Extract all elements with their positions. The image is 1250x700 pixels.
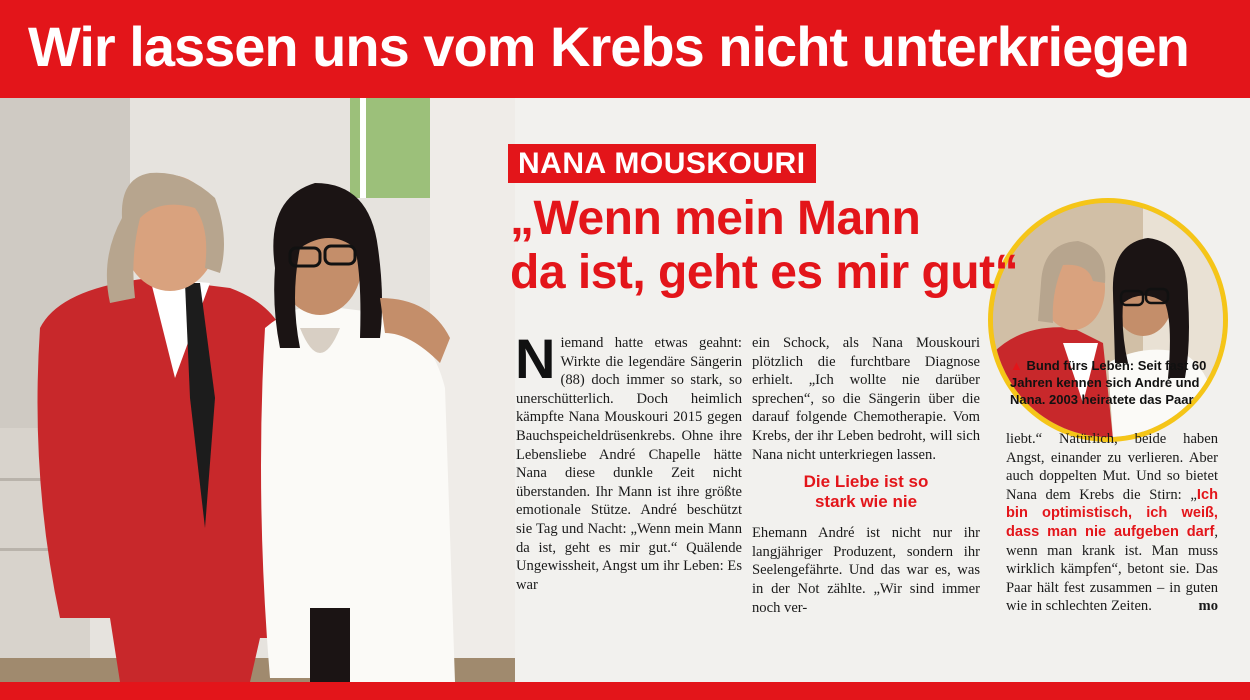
article-quote-title <box>510 192 1018 300</box>
article-column-2 <box>752 334 980 617</box>
kicker-label: NANA MOUSKOURI <box>508 144 816 183</box>
column-1-text: iemand hatte etwas geahnt: Wirkte die legendäre Sängerin (88) doch immer so stark, so unerschütterlich. Doch heimlich kämpfte Nana Mouskouri 2015 gegen Bauchspeicheldrüsenkrebs. Ohne ihre Lebensliebe André Chapelle hätte Nana diese dunkle Zeit nicht überstanden. Ihr Mann ist ihre größte emotionale Stütze. André beschützt sie Tag und Nacht: „Wenn mein Mann da ist, geht es mir gut.“ Quälende Ungewissheit, Angst um ihr Leben: Es war <box>516 335 742 593</box>
main-photo <box>0 98 515 682</box>
column-3-text-b: , wenn man krank ist. Man muss wirklich kämpfen“, betont sie. Das Paar hält fest zusammen – in guten wie in schlechten Zeiten. <box>1006 523 1218 615</box>
quote-line-1: „Wenn mein Mann <box>510 192 921 245</box>
caption-text: Bund fürs Leben: Seit fast 60 Jahren kennen sich André und Nana. 2003 heiratete das Paar <box>1010 358 1207 407</box>
bottom-bar <box>0 682 1250 700</box>
article-column-3 <box>1006 430 1218 616</box>
subheading-line-2: stark wie nie <box>814 492 918 512</box>
drop-cap: N <box>515 327 556 390</box>
subheading <box>752 472 980 512</box>
highlighted-quote: Ich bin optimistisch, ich weiß, dass man nie aufgeben darf <box>1006 486 1218 540</box>
photo-caption <box>1010 357 1230 408</box>
article-page <box>0 98 1250 682</box>
column-2-text: ein Schock, als Nana Mouskouri plötzlich die furchtbare Diagnose erhielt. „Ich wollte nie darüber sprechen“, so die Sängerin über die darauf folgende Chemotherapie. Vom Krebs, der ihr Leben bedroht, will sich Nana nicht unterkriegen lassen. <box>752 335 980 463</box>
couple-photo-illustration <box>0 98 515 682</box>
author-signature: mo <box>1198 598 1218 615</box>
caption-triangle-icon: ▲ <box>1010 358 1023 373</box>
subheading-line-1: Die Liebe ist so <box>803 472 929 492</box>
page-headline: Wir lassen uns vom Krebs nicht unterkriegen <box>28 15 1189 78</box>
headline-bar <box>0 0 1250 98</box>
article-column-1 <box>515 327 742 594</box>
column-2-text-b: Ehemann André ist nicht nur ihr langjähriger Produzent, sondern ihr Seelengefährte. Und das war es, was in der Not zählte. „Wir sind immer noch ver- <box>752 525 980 616</box>
quote-line-2: da ist, geht es mir gut“ <box>510 246 1019 299</box>
column-3-text-a: liebt.“ Natürlich, beide haben Angst, einander zu verlieren. Aber auch doppelten Mut. Und so bietet Nana dem Krebs die Stirn: „ <box>1006 431 1218 503</box>
